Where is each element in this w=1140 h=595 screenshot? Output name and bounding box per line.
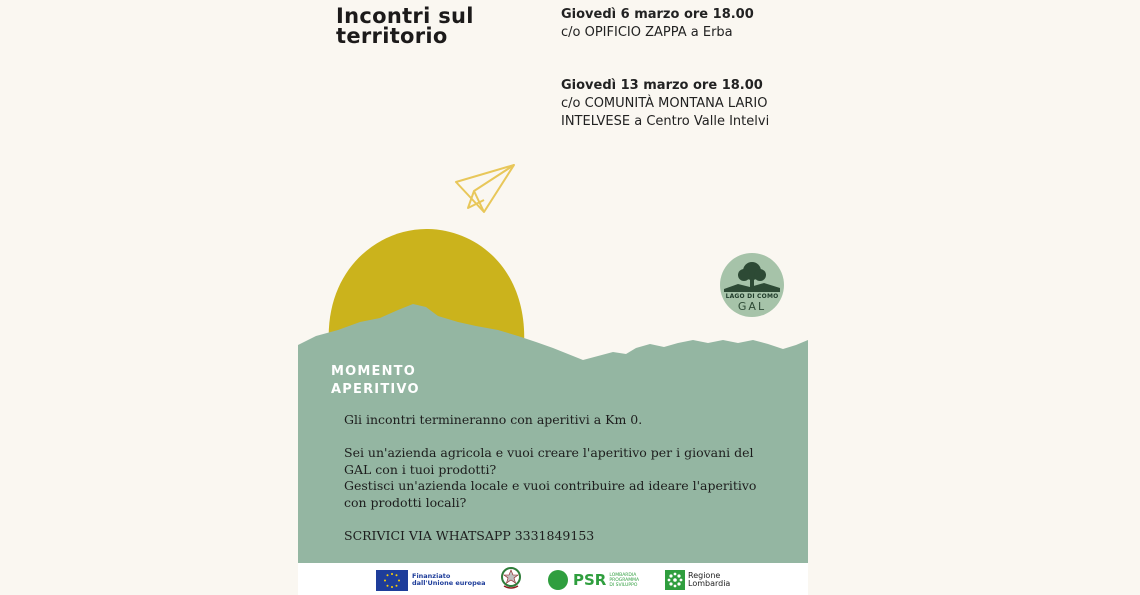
logo-bottom-text: GAL	[737, 300, 767, 313]
italian-emblem-icon	[500, 567, 522, 589]
psr-subtext-line: PROGRAMMA	[609, 577, 640, 583]
eu-text-line-2: dall'Unione europea	[412, 579, 486, 587]
gal-logo	[720, 253, 784, 317]
section-title-line-1: MOMENTO	[331, 364, 417, 379]
section-title-line-2: APERITIVO	[331, 382, 420, 397]
event-poster	[298, 0, 808, 595]
poster-title	[336, 6, 536, 46]
logo-top-text: LAGO DI COMO	[725, 293, 779, 300]
whatsapp-contact: SCRIVICI VIA WHATSAPP 3331849153	[344, 527, 595, 543]
section-title	[331, 363, 420, 399]
psr-subtext	[609, 573, 639, 588]
regione-text-line-2: Lombardia	[688, 579, 731, 588]
psr-logo	[548, 569, 639, 591]
event-date: Giovedì 13 marzo ore 18.00	[561, 78, 763, 93]
paragraph: Sei un'azienda agricola e vuoi creare l'aperitivo per i giovani del GAL con i tuoi prodotti?	[344, 445, 754, 477]
paragraph: Gestisci un'azienda locale e vuoi contribuire ad ideare l'aperitivo con prodotti locali?	[344, 478, 757, 510]
eu-flag-icon	[376, 570, 408, 591]
title-line-2: territorio	[336, 24, 448, 48]
regione-lombardia-logo	[665, 569, 730, 591]
regione-text-line-1: Regione	[688, 570, 721, 580]
paragraph: Gli incontri termineranno con aperitivi a Km 0.	[344, 412, 643, 427]
event-location: c/o OPIFICIO ZAPPA a Erba	[561, 25, 733, 40]
eu-text-line-1: Finanziato	[412, 571, 451, 580]
psr-leaf-icon	[548, 570, 568, 590]
rosa-camuna-icon	[665, 570, 685, 590]
title-line-1: Incontri sul	[336, 4, 474, 28]
event-1	[561, 6, 801, 42]
psr-subtext-line: LOMBARDIA	[609, 572, 637, 578]
eu-logo	[376, 569, 486, 591]
eu-text	[412, 573, 486, 588]
event-2	[561, 77, 801, 131]
body-text	[344, 412, 774, 544]
regione-text	[688, 572, 730, 589]
event-date: Giovedì 6 marzo ore 18.00	[561, 7, 754, 22]
event-location: c/o COMUNITÀ MONTANA LARIO	[561, 96, 768, 111]
sponsor-footer	[298, 563, 808, 595]
psr-subtext-line: DI SVILUPPO	[609, 582, 638, 588]
paper-plane-icon	[456, 165, 514, 212]
event-location: INTELVESE a Centro Valle Intelvi	[561, 114, 770, 129]
psr-text: PSR	[573, 571, 607, 589]
